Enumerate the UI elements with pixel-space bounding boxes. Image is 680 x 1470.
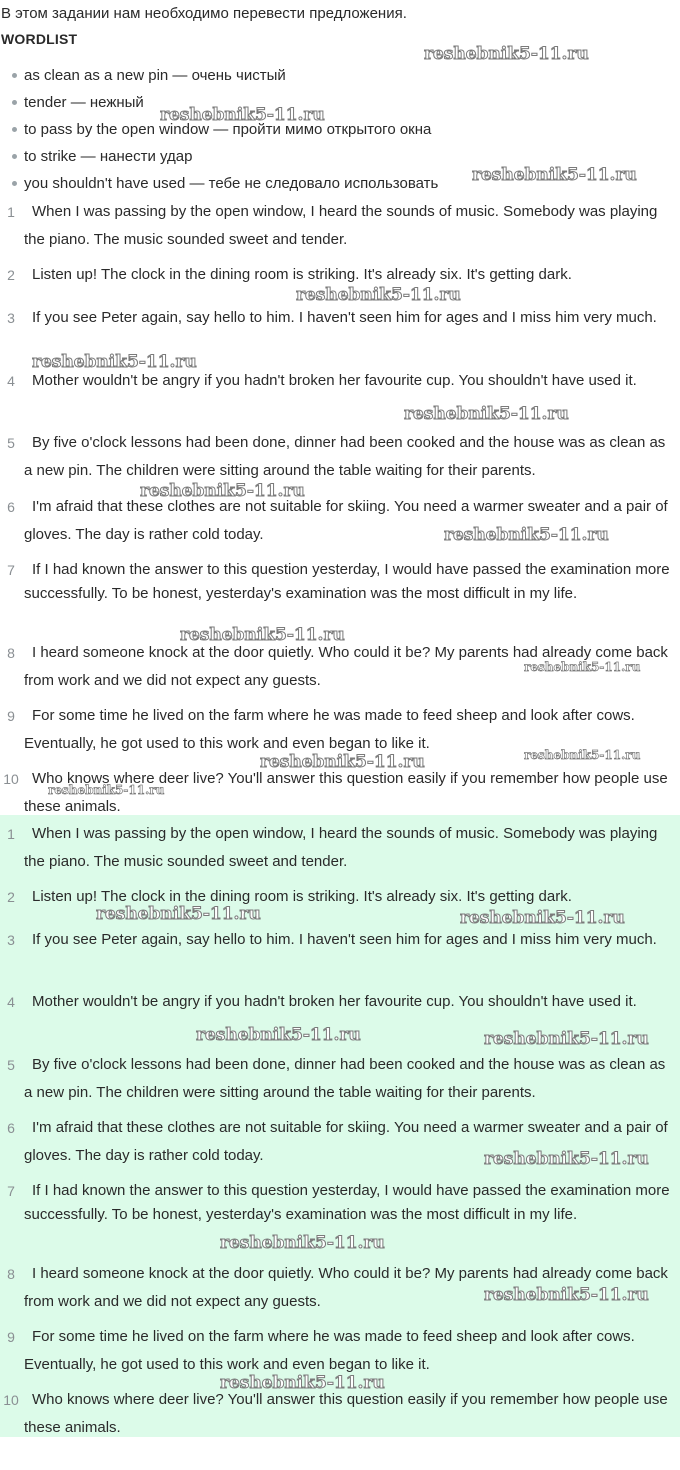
watermark: reshebnik5-11.ru (96, 904, 261, 924)
watermark: reshebnik5-11.ru (140, 481, 305, 501)
sentence-text: Who knows where deer live? You'll answer this question easily if you remember how people use these animals. (24, 770, 668, 815)
watermark: reshebnik5-11.ru (220, 1233, 385, 1253)
watermark: reshebnik5-11.ru (444, 525, 609, 545)
sentence-number: 5 (7, 435, 15, 451)
intro-text: В этом задании нам необходимо перевести предложения. (1, 5, 407, 22)
watermark: reshebnik5-11.ru (424, 44, 589, 64)
sentence-text: By five o'clock lessons had been done, dinner had been cooked and the house was as clean as a new pin. The children were sitting around the table waiting for their parents. (24, 1056, 666, 1101)
sentence-text: If I had known the answer to this question yesterday, I would have passed the examination more successfully. To be honest, yesterday's examination was the most difficult in my life. (24, 561, 670, 602)
sentence-text: For some time he lived on the farm where he was made to feed sheep and look after cows. Eventually, he got used to this work and even began to like it. (24, 1328, 635, 1373)
sentence-text: I'm afraid that these clothes are not suitable for skiing. You need a warmer sweater and a pair of gloves. The day is rather cold today. (24, 498, 668, 543)
sentence-text: I heard someone knock at the door quietly. Who could it be? My parents had already come back from work and we did not expect any guests. (24, 644, 668, 689)
watermark: reshebnik5-11.ru (180, 625, 345, 645)
sentence-number: 1 (7, 204, 15, 220)
sentence-text: Mother wouldn't be angry if you hadn't broken her favourite cup. You shouldn't have used it. (32, 372, 637, 389)
sentence-text: If I had known the answer to this question yesterday, I would have passed the examination more successfully. To be honest, yesterday's examination was the most difficult in my life. (24, 1182, 670, 1223)
watermark: reshebnik5-11.ru (196, 1025, 361, 1045)
sentence-number: 8 (7, 1266, 15, 1282)
watermark: reshebnik5-11.ru (220, 1373, 385, 1393)
sentence-number: 7 (7, 1183, 15, 1199)
sentence-number: 8 (7, 645, 15, 661)
sentence-number: 6 (7, 1120, 15, 1136)
wordlist-item: to strike — нанести удар (0, 143, 680, 170)
sentence-text: I heard someone knock at the door quietly. Who could it be? My parents had already come back from work and we did not expect any guests. (24, 1265, 668, 1310)
sentence-text: Listen up! The clock in the dining room is striking. It's already six. It's getting dark. (32, 266, 572, 283)
wordlist-item: tender — нежный (0, 89, 680, 116)
sentence-text: If you see Peter again, say hello to him. I haven't seen him for ages and I miss him very much. (32, 931, 657, 948)
sentence-number: 2 (7, 889, 15, 905)
wordlist-title: WORDLIST (1, 31, 78, 47)
sentence-text: When I was passing by the open window, I heard the sounds of music. Somebody was playing the piano. The music sounded sweet and tender. (24, 825, 658, 870)
watermark: reshebnik5-11.ru (484, 1029, 649, 1049)
watermark: reshebnik5-11.ru (484, 1149, 649, 1169)
watermark: reshebnik5-11.ru (460, 908, 625, 928)
sentence-number: 10 (3, 771, 19, 787)
watermark: reshebnik5-11.ru (32, 352, 197, 372)
sentence-text: I'm afraid that these clothes are not suitable for skiing. You need a warmer sweater and a pair of gloves. The day is rather cold today. (24, 1119, 668, 1164)
sentence-text: Mother wouldn't be angry if you hadn't broken her favourite cup. You shouldn't have used it. (32, 993, 637, 1010)
sentence-number: 10 (3, 1392, 19, 1408)
sentence-number: 5 (7, 1057, 15, 1073)
sentence-number: 2 (7, 267, 15, 283)
watermark: reshebnik5-11.ru (472, 165, 637, 185)
watermark: reshebnik5-11.ru (260, 752, 425, 772)
sentence-number: 3 (7, 932, 15, 948)
sentence-number: 9 (7, 1329, 15, 1345)
watermark: reshebnik5-11.ru (524, 748, 641, 762)
watermark: reshebnik5-11.ru (296, 285, 461, 305)
watermark: reshebnik5-11.ru (48, 783, 165, 797)
watermark: reshebnik5-11.ru (524, 660, 641, 674)
sentence-number: 4 (7, 994, 15, 1010)
sentence-number: 1 (7, 826, 15, 842)
sentence-number: 9 (7, 708, 15, 724)
sentence-number: 3 (7, 310, 15, 326)
sentence-text: Listen up! The clock in the dining room is striking. It's already six. It's getting dark. (32, 888, 572, 905)
sentence-text: For some time he lived on the farm where he was made to feed sheep and look after cows. Eventually, he got used to this work and even began to like it. (24, 707, 635, 752)
watermark: reshebnik5-11.ru (484, 1285, 649, 1305)
sentence-text: When I was passing by the open window, I heard the sounds of music. Somebody was playing the piano. The music sounded sweet and tender. (24, 203, 658, 248)
wordlist-item: you shouldn't have used — тебе не следовало использовать (0, 170, 680, 197)
watermark: reshebnik5-11.ru (160, 105, 325, 125)
sentence-text: If you see Peter again, say hello to him. I haven't seen him for ages and I miss him very much. (32, 309, 657, 326)
wordlist-item: to pass by the open window — пройти мимо открытого окна (0, 116, 680, 143)
watermark: reshebnik5-11.ru (404, 404, 569, 424)
sentence-number: 4 (7, 373, 15, 389)
wordlist-item: as clean as a new pin — очень чистый (0, 62, 680, 89)
sentence-text: By five o'clock lessons had been done, dinner had been cooked and the house was as clean as a new pin. The children were sitting around the table waiting for their parents. (24, 434, 666, 479)
sentence-text: Who knows where deer live? You'll answer this question easily if you remember how people use these animals. (24, 1391, 668, 1436)
sentence-number: 7 (7, 562, 15, 578)
sentence-number: 6 (7, 499, 15, 515)
